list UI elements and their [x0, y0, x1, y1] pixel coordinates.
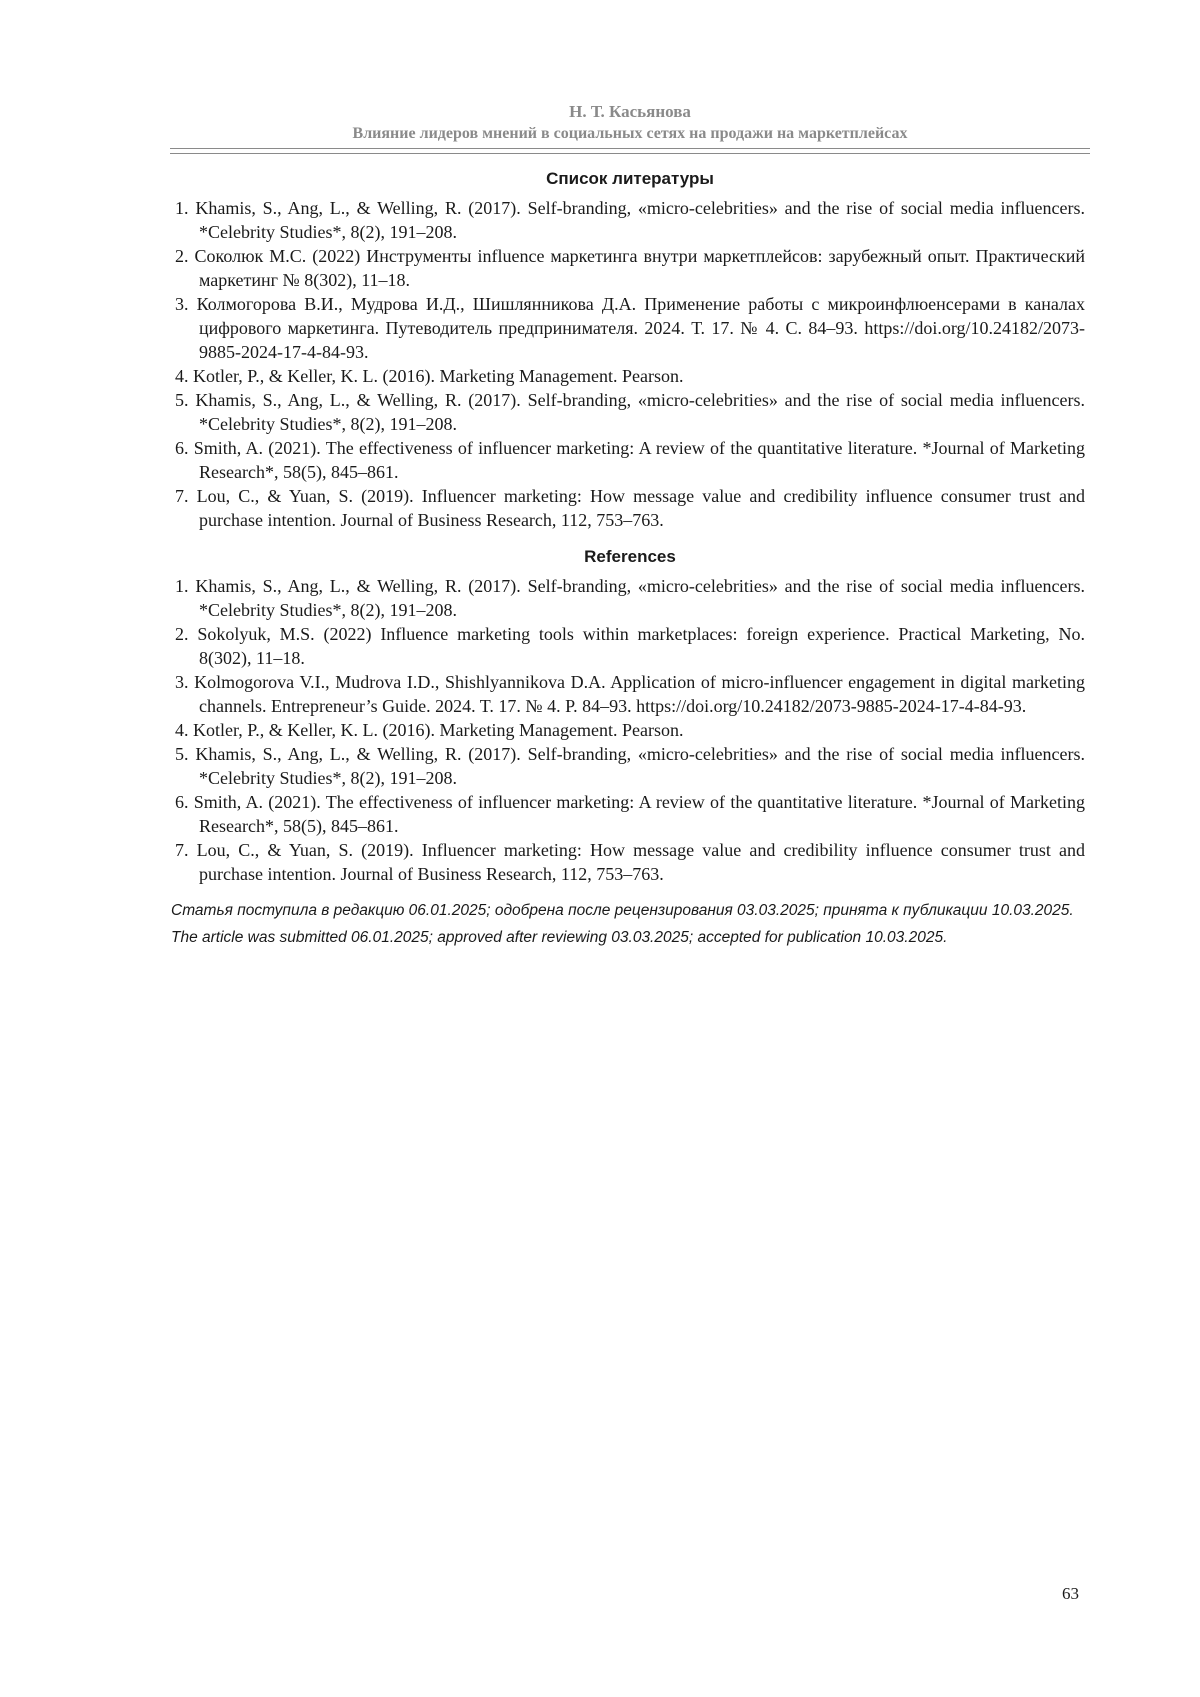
item-text: Sokolyuk, M.S. (2022) Influence marketing tools within marketplaces: foreign experience. Practical Marketing, No. 8(302), 11–18. [197, 624, 1085, 668]
reference-item [175, 790, 1085, 838]
references-list [175, 574, 1085, 886]
bibliography-item [175, 292, 1085, 364]
item-text: Kotler, P., & Keller, K. L. (2016). Marketing Management. Pearson. [193, 720, 684, 740]
page-number: 63 [1062, 1584, 1079, 1603]
bibliography-item [175, 484, 1085, 532]
item-number: 7. [175, 486, 189, 506]
item-text: Smith, A. (2021). The effectiveness of influencer marketing: A review of the quantitative literature. *Journal of Marketing Research*, 58(5), 845–861. [193, 438, 1085, 482]
submission-note-en: The article was submitted 06.01.2025; approved after reviewing 03.03.2025; accepted for publication 10.03.2025. [171, 929, 948, 946]
item-number: 1. [175, 198, 189, 218]
bibliography-item [175, 196, 1085, 244]
bibliography-item [175, 436, 1085, 484]
reference-item [175, 742, 1085, 790]
item-number: 3. [175, 672, 189, 692]
reference-item [175, 670, 1085, 718]
header-divider [170, 153, 1090, 154]
submission-notes [171, 900, 1085, 948]
item-text: Smith, A. (2021). The effectiveness of influencer marketing: A review of the quantitative literature. *Journal of Marketing Research*, 58(5), 845–861. [193, 792, 1085, 836]
bibliography-list [175, 196, 1085, 532]
item-text: Khamis, S., Ang, L., & Welling, R. (2017). Self-branding, «micro-celebrities» and the rise of social media influencers. *Celebrity Studies*, 8(2), 191–208. [195, 744, 1085, 788]
item-text: Kolmogorova V.I., Mudrova I.D., Shishlyannikova D.A. Application of micro-influencer engagement in digital marketing channels. Entrepreneur’s Guide. 2024. T. 17. № 4. P. 84–93. https://doi.org/10.24182/2073-9885-2024-17-4-84-93. [194, 672, 1085, 716]
item-number: 3. [175, 294, 189, 314]
header-author: Н. Т. Касьянова [569, 102, 691, 121]
bibliography-item [175, 244, 1085, 292]
header-title: Влияние лидеров мнений в социальных сетях на продажи на маркетплейсах [352, 125, 908, 142]
item-number: 2. [175, 246, 189, 266]
header-divider [170, 148, 1090, 149]
item-text: Соколюк М.С. (2022) Инструменты influence маркетинга внутри маркетплейсов: зарубежный опыт. Практический маркетинг № 8(302), 11–18. [194, 246, 1086, 290]
reference-item [175, 574, 1085, 622]
item-text: Khamis, S., Ang, L., & Welling, R. (2017). Self-branding, «micro-celebrities» and the rise of social media influencers. *Celebrity Studies*, 8(2), 191–208. [195, 390, 1085, 434]
item-text: Kotler, P., & Keller, K. L. (2016). Marketing Management. Pearson. [193, 366, 684, 386]
reference-item [175, 622, 1085, 670]
item-number: 4. [175, 720, 189, 740]
reference-item [175, 718, 1085, 742]
item-text: Lou, C., & Yuan, S. (2019). Influencer marketing: How message value and credibility influence consumer trust and purchase intention. Journal of Business Research, 112, 753–763. [196, 486, 1085, 530]
running-header [170, 101, 1090, 144]
item-number: 2. [175, 624, 189, 644]
item-text: Lou, C., & Yuan, S. (2019). Influencer marketing: How message value and credibility influence consumer trust and purchase intention. Journal of Business Research, 112, 753–763. [196, 840, 1085, 884]
item-text: Khamis, S., Ang, L., & Welling, R. (2017). Self-branding, «micro-celebrities» and the rise of social media influencers. *Celebrity Studies*, 8(2), 191–208. [195, 198, 1085, 242]
item-number: 5. [175, 390, 189, 410]
references-heading: References [584, 547, 676, 566]
bibliography-item [175, 364, 1085, 388]
item-text: Khamis, S., Ang, L., & Welling, R. (2017). Self-branding, «micro-celebrities» and the rise of social media influencers. *Celebrity Studies*, 8(2), 191–208. [195, 576, 1085, 620]
bibliography-item [175, 388, 1085, 436]
item-number: 5. [175, 744, 189, 764]
reference-item [175, 838, 1085, 886]
item-number: 4. [175, 366, 189, 386]
item-number: 1. [175, 576, 189, 596]
item-text: Колмогорова В.И., Мудрова И.Д., Шишлянникова Д.А. Применение работы с микроинфлюенсерами в каналах цифрового маркетинга. Путеводитель предпринимателя. 2024. Т. 17. № 4. С. 84–93. https://doi.org/10.24182/2073-9885-2024-17-4-84-93. [196, 294, 1085, 362]
submission-note-ru: Статья поступила в редакцию 06.01.2025; одобрена после рецензирования 03.03.2025; принята к публикации 10.03.2025. [171, 902, 1074, 919]
item-number: 6. [175, 438, 189, 458]
item-number: 6. [175, 792, 189, 812]
main-content [171, 168, 1086, 948]
item-number: 7. [175, 840, 189, 860]
bibliography-heading: Список литературы [546, 169, 714, 188]
